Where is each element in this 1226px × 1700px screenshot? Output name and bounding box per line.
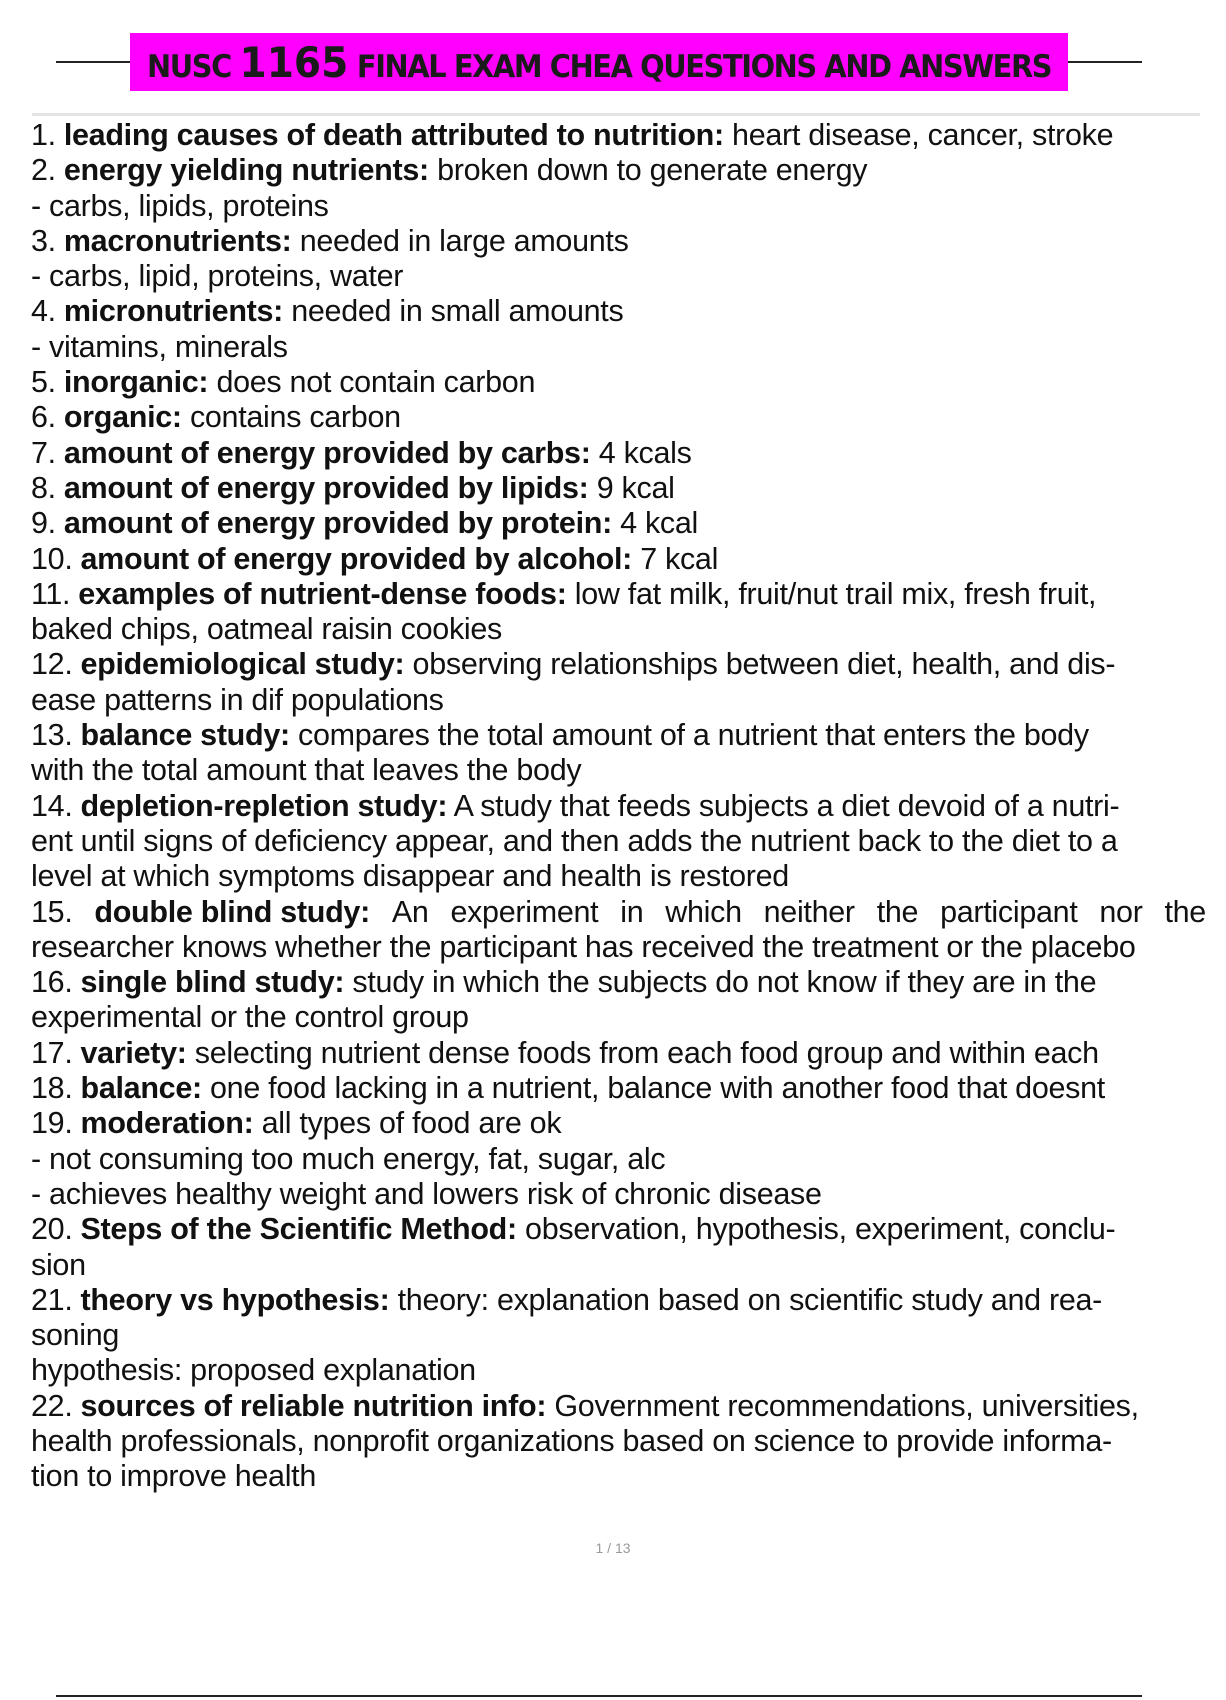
item-term: epidemiological study: bbox=[80, 647, 405, 682]
item-term: moderation: bbox=[80, 1106, 254, 1141]
item-term: theory vs hypothesis: bbox=[80, 1282, 390, 1317]
item-definition-word: the bbox=[876, 894, 919, 929]
item-term: sources of reliable nutrition info: bbox=[80, 1388, 547, 1423]
list-item bbox=[31, 506, 1206, 541]
title-suffix: FINAL EXAM CHEA QUESTIONS AND ANSWERS bbox=[348, 48, 1052, 85]
item-definition: one food lacking in a nutrient, balance with another food that doesnt bbox=[201, 1071, 1105, 1106]
item-definition-word: participant bbox=[940, 894, 1078, 929]
list-item bbox=[31, 1071, 1206, 1106]
item-number: 21. bbox=[31, 1282, 73, 1317]
title-prefix: NUSC bbox=[146, 48, 240, 85]
item-term: examples of nutrient-dense foods: bbox=[78, 576, 567, 611]
item-term: variety: bbox=[80, 1035, 187, 1070]
item-number: 6. bbox=[31, 400, 56, 435]
item-term: double blind study: bbox=[94, 894, 370, 929]
item-definition: 7 kcal bbox=[632, 541, 719, 576]
item-definition-word: the bbox=[1164, 894, 1206, 929]
item-term: amount of energy provided by lipids: bbox=[63, 470, 589, 505]
item-number: 12. bbox=[31, 647, 73, 682]
question-list bbox=[31, 118, 1206, 1495]
item-term: balance study: bbox=[80, 718, 290, 753]
item-definition: A study that feeds subjects a diet devoid of a nutri- bbox=[447, 788, 1120, 823]
list-item bbox=[31, 153, 1206, 188]
item-number: 5. bbox=[31, 365, 56, 400]
list-item bbox=[31, 965, 1206, 1000]
item-number: 16. bbox=[31, 965, 73, 1000]
list-item-continuation: ent until signs of deficiency appear, and then adds the nutrient back to the diet to a bbox=[31, 823, 1118, 858]
item-definition-word: which bbox=[665, 894, 742, 929]
list-item bbox=[31, 895, 1206, 930]
list-item bbox=[31, 542, 1206, 577]
list-item bbox=[31, 294, 1206, 329]
list-item-continuation: with the total amount that leaves the body bbox=[31, 753, 582, 788]
item-definition-word: nor bbox=[1099, 894, 1143, 929]
item-term: leading causes of death attributed to nutrition: bbox=[63, 118, 724, 152]
title-course-number: 1165 bbox=[239, 37, 349, 87]
item-term: depletion-repletion study: bbox=[80, 788, 448, 823]
item-number: 14. bbox=[31, 788, 73, 823]
item-definition: Government recommendations, universities, bbox=[546, 1388, 1139, 1423]
list-item bbox=[31, 1389, 1206, 1424]
footer-rule bbox=[56, 1695, 1142, 1697]
item-definition-word: experiment bbox=[450, 894, 599, 929]
item-definition: does not contain carbon bbox=[208, 365, 536, 400]
item-term: Steps of the Scientific Method: bbox=[80, 1212, 517, 1247]
list-item bbox=[31, 1036, 1206, 1071]
item-term: amount of energy provided by protein: bbox=[63, 506, 612, 541]
list-item-continuation: - carbs, lipids, proteins bbox=[31, 188, 329, 223]
list-item bbox=[31, 118, 1206, 153]
item-term: amount of energy provided by alcohol: bbox=[80, 541, 633, 576]
item-definition-word: in bbox=[620, 894, 644, 929]
title-header bbox=[56, 33, 1142, 91]
item-definition: needed in small amounts bbox=[283, 294, 624, 329]
item-definition: broken down to generate energy bbox=[428, 153, 868, 188]
list-item-continuation: experimental or the control group bbox=[31, 1000, 469, 1035]
item-term: single blind study: bbox=[80, 965, 345, 1000]
item-definition: observation, hypothesis, experiment, conclu- bbox=[516, 1212, 1116, 1247]
item-number: 1. bbox=[31, 118, 56, 152]
item-definition: observing relationships between diet, health, and dis- bbox=[404, 647, 1116, 682]
list-item-continuation: - achieves healthy weight and lowers risk of chronic disease bbox=[31, 1176, 822, 1211]
list-item bbox=[31, 224, 1206, 259]
list-item bbox=[31, 1212, 1206, 1247]
item-number: 4. bbox=[31, 294, 56, 329]
list-item bbox=[31, 718, 1206, 753]
list-item bbox=[31, 647, 1206, 682]
item-number: 18. bbox=[31, 1071, 73, 1106]
list-item bbox=[31, 1106, 1206, 1141]
list-item-continuation: ease patterns in dif populations bbox=[31, 682, 444, 717]
item-definition-word: An bbox=[391, 894, 429, 929]
item-term: inorganic: bbox=[63, 365, 209, 400]
item-definition: low fat milk, fruit/nut trail mix, fresh fruit, bbox=[566, 576, 1097, 611]
list-item-continuation: soning bbox=[31, 1318, 120, 1353]
list-item-continuation: - vitamins, minerals bbox=[31, 329, 288, 364]
page-number: 1 / 13 bbox=[595, 1540, 631, 1556]
list-item-continuation: - not consuming too much energy, fat, sugar, alc bbox=[31, 1141, 666, 1176]
item-number: 20. bbox=[31, 1212, 73, 1247]
list-item-continuation: tion to improve health bbox=[31, 1459, 317, 1494]
item-number: 7. bbox=[31, 435, 56, 470]
item-definition: compares the total amount of a nutrient that enters the body bbox=[289, 718, 1089, 753]
item-definition: selecting nutrient dense foods from each food group and within each bbox=[186, 1035, 1099, 1070]
item-number: 2. bbox=[31, 153, 56, 188]
item-term: macronutrients: bbox=[63, 223, 292, 258]
item-number: 15. bbox=[31, 894, 73, 929]
list-item bbox=[31, 436, 1206, 471]
item-definition: 4 kcal bbox=[611, 506, 699, 541]
list-item-continuation: baked chips, oatmeal raisin cookies bbox=[31, 612, 502, 647]
header-divider bbox=[32, 113, 1200, 116]
item-number: 22. bbox=[31, 1388, 73, 1423]
title-highlight bbox=[130, 33, 1068, 91]
item-term: energy yielding nutrients: bbox=[63, 153, 429, 188]
list-item-continuation: hypothesis: proposed explanation bbox=[31, 1353, 476, 1388]
item-number: 3. bbox=[31, 223, 56, 258]
item-number: 13. bbox=[31, 718, 73, 753]
item-term: balance: bbox=[80, 1071, 202, 1106]
document-title bbox=[147, 38, 1051, 87]
list-item-continuation: researcher knows whether the participant has received the treatment or the placebo bbox=[31, 929, 1136, 964]
list-item bbox=[31, 400, 1206, 435]
list-item bbox=[31, 789, 1206, 824]
item-term: amount of energy provided by carbs: bbox=[63, 435, 591, 470]
list-item-continuation: - carbs, lipid, proteins, water bbox=[31, 259, 404, 294]
item-number: 17. bbox=[31, 1035, 73, 1070]
item-number: 9. bbox=[31, 506, 56, 541]
list-item-continuation: level at which symptoms disappear and health is restored bbox=[31, 859, 789, 894]
item-number: 10. bbox=[31, 541, 73, 576]
item-definition-word: neither bbox=[763, 894, 855, 929]
list-item bbox=[31, 365, 1206, 400]
item-number: 8. bbox=[31, 470, 56, 505]
item-number: 19. bbox=[31, 1106, 73, 1141]
list-item-continuation: sion bbox=[31, 1247, 86, 1282]
list-item bbox=[31, 577, 1206, 612]
item-number: 11. bbox=[31, 576, 71, 611]
item-definition: heart disease, cancer, stroke bbox=[723, 118, 1114, 152]
item-term: micronutrients: bbox=[63, 294, 284, 329]
list-item bbox=[31, 1283, 1206, 1318]
item-term: organic: bbox=[63, 400, 182, 435]
item-definition: study in which the subjects do not know if they are in the bbox=[344, 965, 1097, 1000]
item-definition: 9 kcal bbox=[588, 470, 675, 505]
item-definition: contains carbon bbox=[181, 400, 401, 435]
item-definition: 4 kcals bbox=[590, 435, 692, 470]
item-definition: all types of food are ok bbox=[253, 1106, 562, 1141]
item-definition: theory: explanation based on scientific study and rea- bbox=[389, 1282, 1103, 1317]
item-definition: needed in large amounts bbox=[291, 223, 629, 258]
list-item bbox=[31, 471, 1206, 506]
list-item-continuation: health professionals, nonprofit organizations based on science to provide informa- bbox=[31, 1423, 1112, 1458]
